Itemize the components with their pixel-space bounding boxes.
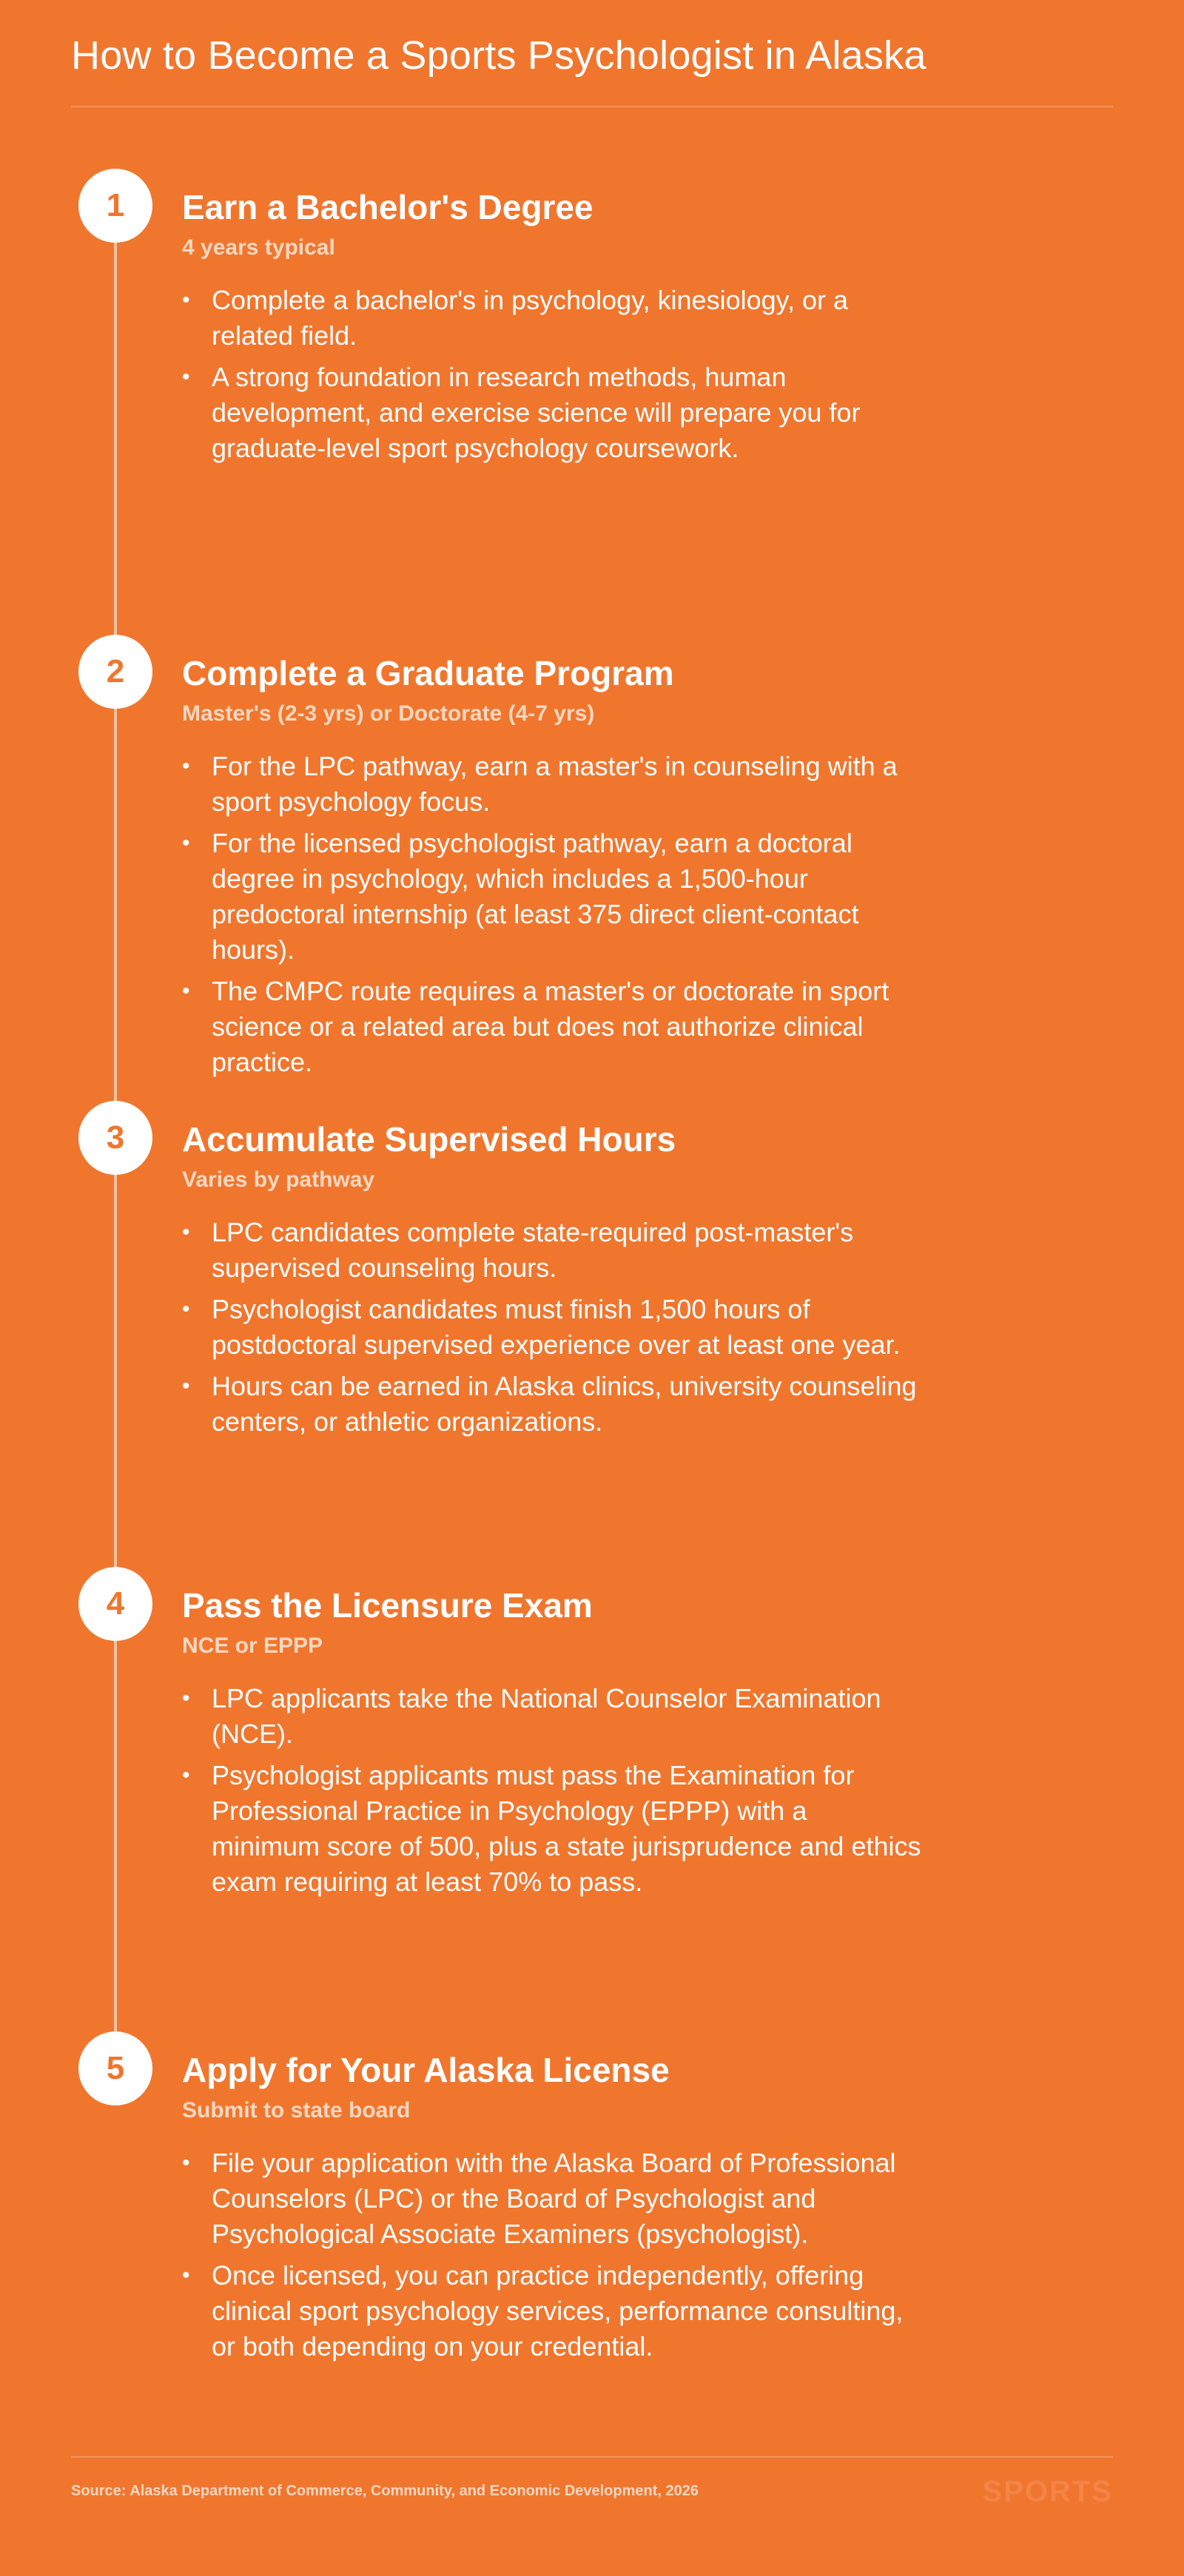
title-divider <box>71 106 1113 107</box>
page-title: How to Become a Sports Psychologist in Alaska <box>71 33 926 78</box>
brand-logo: SPORTS <box>982 2475 1113 2508</box>
step-number-badge: 3 <box>78 1101 152 1175</box>
step-bullet-list <box>182 749 922 1080</box>
list-item-text: A strong foundation in research methods, human development, and exercise science will prepare you for graduate-level sport psychology coursework. <box>212 362 861 463</box>
bullet-icon: • <box>182 288 190 312</box>
list-item <box>182 1369 922 1440</box>
step-bullet-list <box>182 1681 922 1900</box>
step-title: Complete a Graduate Program <box>182 654 674 692</box>
list-item-text: For the LPC pathway, earn a master's in counseling with a sport psychology focus. <box>212 751 898 817</box>
step-title: Apply for Your Alaska License <box>182 2051 670 2089</box>
list-item-text: LPC applicants take the National Counselor Examination (NCE). <box>212 1683 881 1749</box>
step-bullet-list <box>182 283 922 466</box>
list-item <box>182 360 922 466</box>
footer-divider <box>71 2456 1113 2458</box>
step-content <box>182 653 922 1086</box>
step-number-badge: 2 <box>78 635 152 709</box>
step-title: Accumulate Supervised Hours <box>182 1120 676 1159</box>
list-item-text: Complete a bachelor's in psychology, kinesiology, or a related field. <box>212 285 848 351</box>
step-subtitle: Varies by pathway <box>182 1167 375 1192</box>
bullet-icon: • <box>182 979 190 1003</box>
step-number-badge: 1 <box>78 169 152 243</box>
list-item <box>182 1758 922 1900</box>
step-content <box>182 2049 922 2370</box>
step-number-badge: 5 <box>78 2032 152 2105</box>
list-item <box>182 2258 922 2364</box>
bullet-icon: • <box>182 1686 190 1710</box>
step-bullet-list <box>182 2145 922 2364</box>
list-item <box>182 1292 922 1363</box>
bullet-icon: • <box>182 754 190 778</box>
list-item-text: The CMPC route requires a master's or doctorate in sport science or a related area but does not authorize clinical practice. <box>212 976 889 1077</box>
step-content <box>182 1119 922 1446</box>
step-content <box>182 186 922 472</box>
step-bullet-list <box>182 1215 922 1440</box>
step-title: Pass the Licensure Exam <box>182 1586 593 1625</box>
list-item-text: Hours can be earned in Alaska clinics, university counseling centers, or athletic organizations. <box>212 1371 917 1437</box>
step-title: Earn a Bachelor's Degree <box>182 188 593 226</box>
bullet-icon: • <box>182 1220 190 1244</box>
bullet-icon: • <box>182 2263 190 2287</box>
source-note: Source: Alaska Department of Commerce, Community, and Economic Development, 2026 <box>71 2483 699 2499</box>
step-subtitle: 4 years typical <box>182 235 335 260</box>
list-item <box>182 1215 922 1286</box>
step-subtitle: Submit to state board <box>182 2098 411 2122</box>
list-item <box>182 1681 922 1752</box>
bullet-icon: • <box>182 1763 190 1787</box>
step-number-badge: 4 <box>78 1567 152 1641</box>
list-item <box>182 826 922 968</box>
list-item-text: Psychologist candidates must finish 1,500 hours of postdoctoral supervised experience over at least one year. <box>212 1294 901 1360</box>
list-item-text: File your application with the Alaska Board of Professional Counselors (LPC) or the Board of Psychologist and Psychological Associate Examiners (psychologist). <box>212 2148 896 2249</box>
step-content <box>182 1585 922 1906</box>
list-item-text: Psychologist applicants must pass the Examination for Professional Practice in Psychology (EPPP) with a minimum score of 500, plus a state jurisprudence and ethics exam requiring at least 70% to pass. <box>212 1760 921 1897</box>
list-item <box>182 2145 922 2252</box>
list-item-text: Once licensed, you can practice independently, offering clinical sport psychology services, performance consulting, or both depending on your credential. <box>212 2260 904 2361</box>
bullet-icon: • <box>182 2151 190 2175</box>
step-subtitle: Master's (2-3 yrs) or Doctorate (4-7 yrs) <box>182 701 595 726</box>
list-item <box>182 283 922 354</box>
bullet-icon: • <box>182 1297 190 1321</box>
list-item-text: LPC candidates complete state-required post-master's supervised counseling hours. <box>212 1217 854 1283</box>
bullet-icon: • <box>182 831 190 855</box>
step-subtitle: NCE or EPPP <box>182 1633 323 1658</box>
list-item <box>182 749 922 820</box>
list-item-text: For the licensed psychologist pathway, earn a doctoral degree in psychology, which includes a 1,500-hour predoctoral internship (at least 375 direct client-contact hours). <box>212 828 859 965</box>
list-item <box>182 974 922 1080</box>
bullet-icon: • <box>182 365 190 389</box>
bullet-icon: • <box>182 1374 190 1398</box>
